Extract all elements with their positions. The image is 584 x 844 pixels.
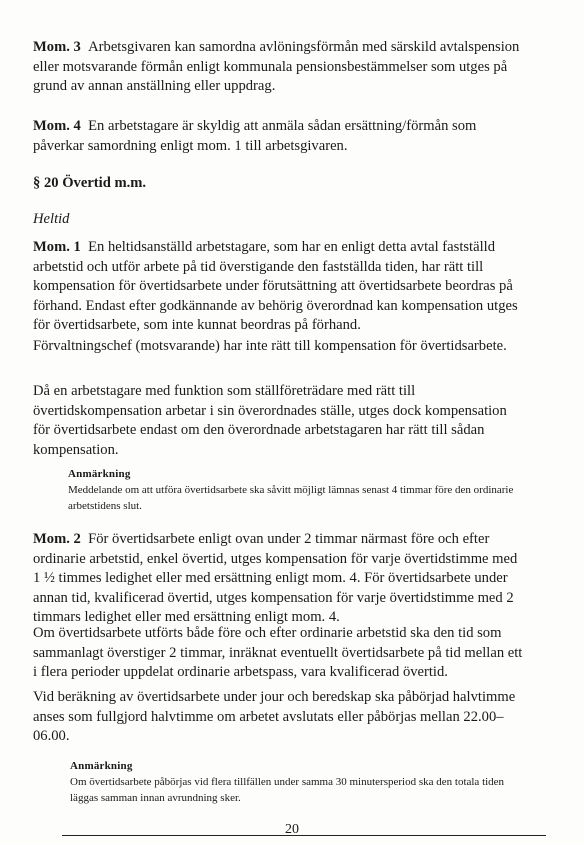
mom1-text: En heltidsanställd arbetstagare, som har en enligt detta avtal fastställd arbetstid och utför arbete på tid överstigande den fastställda tiden, har rätt till kompensation för övertidsarbete under förutsättning att övertidsarbete beordras på förhand. Endast efter godkännande av behörig överordnad kan kompensation utges för övertidsarbete, som inte kunnat beordras på förhand.	[33, 239, 518, 334]
footer-rule	[62, 835, 546, 836]
mom4-paragraph	[33, 117, 523, 156]
mom4-label: Mom. 4	[33, 118, 81, 134]
mom4-text: En arbetstagare är skyldig att anmäla sådan ersättning/förmån som påverkar samordning enligt mom. 1 till arbetsgivaren.	[33, 118, 477, 154]
forvaltningschef-paragraph: Förvaltningschef (motsvarande) har inte rätt till kompensation för övertidsarbete.	[33, 338, 507, 354]
note-1-heading: Anmärkning	[68, 468, 131, 480]
note-2-text: Om övertidsarbete påbörjas vid flera tillfällen under samma 30 minutersperiod ska den totala tiden läggas samman innan avrundning sker.	[70, 776, 505, 804]
mom3-paragraph	[33, 38, 523, 97]
mom2-label: Mom. 2	[33, 531, 81, 547]
note-2	[70, 760, 525, 806]
mom2-text: För övertidsarbete enligt ovan under 2 timmar närmast före och efter ordinarie arbetstid, enkel övertid, utges kompensation för varje övertidstimme med 1 ½ timmes ledighet eller med ersättning enligt mom. 4. För övertidsarbete under annan tid, kvalificerad övertid, utges kompensation för varje övertidstimme med 2 timmars ledighet eller med ersättning enligt mom. 4.	[33, 531, 518, 626]
note-1	[68, 468, 523, 514]
note-2-heading: Anmärkning	[70, 760, 133, 772]
mom2-paragraph	[33, 530, 523, 628]
mom3-text: Arbetsgivaren kan samordna avlöningsförmån med särskild avtalspension eller motsvarande förmån enligt kommunala pensionsbestämmelser som utges på grund av annan anställning eller uppdrag.	[33, 39, 520, 95]
note-1-text: Meddelande om att utföra övertidsarbete ska såvitt möjligt lämnas senast 4 timmar före den ordinarie arbetstidens slut.	[68, 484, 514, 512]
fore-efter-paragraph: Om övertidsarbete utförts både före och efter ordinarie arbetstid ska den tid som sammanlagt överstiger 2 timmar, inräknat eventuellt övertidsarbete på tid mellan ett i flera perioder uppdelat ordinarie arbetspass, vara kvalificerad övertid.	[33, 625, 523, 681]
mom1-paragraph	[33, 238, 523, 336]
mom1-label: Mom. 1	[33, 239, 81, 255]
page-number: 20	[285, 822, 299, 837]
stallforetradare-paragraph: Då en arbetstagare med funktion som ställföreträdare med rätt till övertidskompensation arbetar i sin överordnades ställe, utges dock kompensation för övertidsarbete endast om den överordnade arbetstagaren har rätt till sådan kompensation.	[33, 383, 507, 458]
mom3-label: Mom. 3	[33, 39, 81, 55]
subheading-heltid: Heltid	[33, 211, 70, 227]
section-heading: § 20 Övertid m.m.	[33, 175, 147, 191]
jour-paragraph: Vid beräkning av övertidsarbete under jour och beredskap ska påbörjad halvtimme anses som fullgjord halvtimme om arbetet avslutats eller påbörjas mellan 22.00–06.00.	[33, 689, 516, 745]
